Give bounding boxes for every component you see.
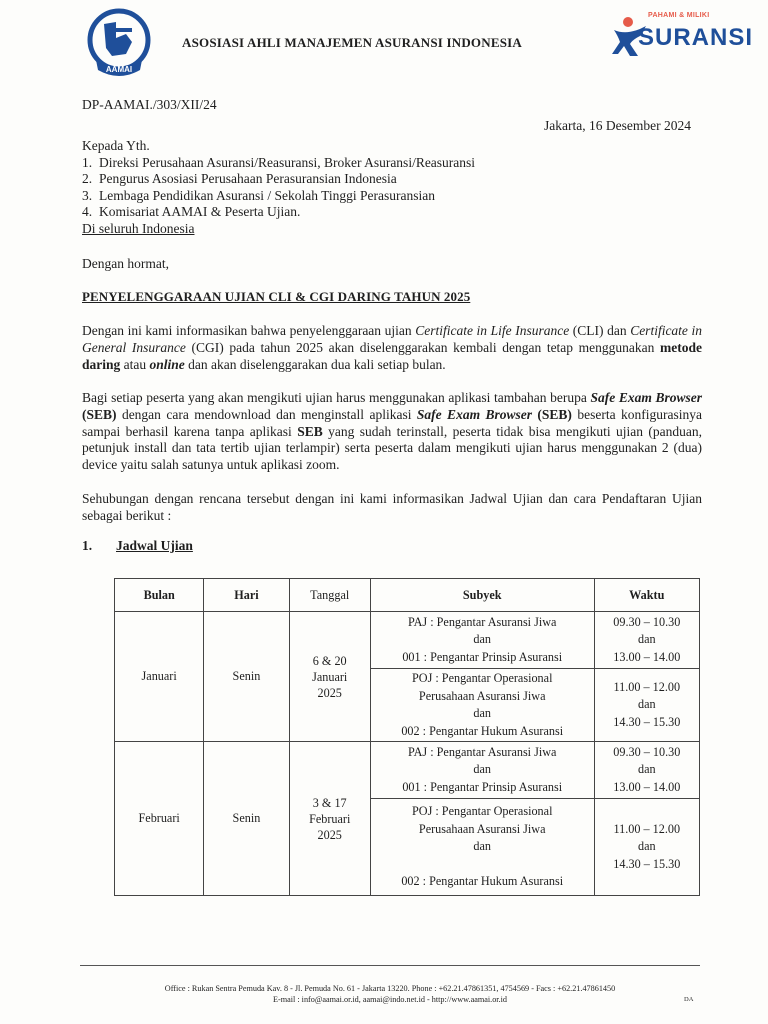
letter-subject: PENYELENGGARAAN UJIAN CLI & CGI DARING TAHUN 2025 <box>82 289 471 304</box>
asuransi-logo <box>612 10 754 64</box>
recipients-location: Di seluruh Indonesia <box>82 220 195 236</box>
section-heading: 1. Jadwal Ujian <box>82 538 193 553</box>
letter-date: Jakarta, 16 Desember 2024 <box>544 118 691 133</box>
table-header-row <box>115 579 700 612</box>
asuransi-wordmark: SURANSI <box>638 24 754 51</box>
recipients-list <box>82 155 475 221</box>
list-item: 1. Direksi Perusahaan Asuransi/Reasuransi, Broker Asuransi/Reasuransi <box>82 154 476 170</box>
header-tanggal: Tanggal <box>289 579 370 612</box>
recipients-heading: Kepada Yth. <box>82 138 150 153</box>
table-row <box>115 742 700 799</box>
paragraph-seb: Bagi setiap peserta yang akan mengikuti ujian harus menggunakan aplikasi tambahan berupa Safe Exam Browser (SEB) dengan cara mendownload dan menginstall aplikasi Safe Exam Browser (SEB) beserta konfigurasinya sampai berhasil karena tanpa aplikasi SEB yang sudah terinstall, peserta tidak bisa mengikuti ujian (panduan, petunjuk install dan tata tertib ujian terlampir) serta peserta dalam mengikuti ujian harus menggunakan 2 (dua) device yaitu salah satunya untuk aplikasi zoom. <box>82 390 703 473</box>
footer-office: Office : Rukan Sentra Pemuda Kav. 8 - Jl. Pemuda No. 61 - Jakarta 13220. Phone : +62.21.47861351, 4754569 - Facs : +62.21.47861450 <box>164 984 616 993</box>
cell-bulan: Februari <box>115 742 204 896</box>
letter-reference: DP-AAMAI./303/XII/24 <box>82 97 217 112</box>
cell-subyek: POJ : Pengantar Operasional Perusahaan Asuransi Jiwa dan 002 : Pengantar Hukum Asuransi <box>370 669 594 742</box>
cell-subyek: POJ : Pengantar Operasional Perusahaan Asuransi Jiwa dan 002 : Pengantar Hukum Asuransi <box>370 799 594 896</box>
aamai-logo <box>86 8 152 80</box>
cell-waktu: 09.30 – 10.30 dan 13.00 – 14.00 <box>594 742 699 799</box>
header-bulan: Bulan <box>115 579 204 612</box>
paragraph-schedule-intro: Sehubungan dengan rencana tersebut dengan ini kami informasikan Jadwal Ujian dan cara Pendaftaran Ujian sebagai berikut : <box>82 491 702 523</box>
cell-tanggal: 3 & 17 Februari 2025 <box>289 742 370 896</box>
header-waktu: Waktu <box>594 579 699 612</box>
aamai-logo-text: AAMAI <box>105 65 133 74</box>
cell-hari: Senin <box>204 612 289 742</box>
greeting: Dengan hormat, <box>82 256 169 271</box>
list-item: 3. Lembaga Pendidikan Asuransi / Sekolah Tinggi Perasuransian <box>82 187 435 203</box>
cell-subyek: PAJ : Pengantar Asuransi Jiwa dan 001 : Pengantar Prinsip Asuransi <box>370 612 594 669</box>
list-item: 4. Komisariat AAMAI & Peserta Ujian. <box>82 204 301 220</box>
cell-waktu: 11.00 – 12.00 dan 14.30 – 15.30 <box>594 669 699 742</box>
cell-waktu: 09.30 – 10.30 dan 13.00 – 14.00 <box>594 612 699 669</box>
cell-tanggal: 6 & 20 Januari 2025 <box>289 612 370 742</box>
header-subyek: Subyek <box>370 579 594 612</box>
exam-schedule-table <box>114 578 700 896</box>
recipients-block <box>82 138 475 238</box>
footer-address <box>80 983 700 1005</box>
cell-subyek: PAJ : Pengantar Asuransi Jiwa dan 001 : Pengantar Prinsip Asuransi <box>370 742 594 799</box>
org-name: ASOSIASI AHLI MANAJEMEN ASURANSI INDONESIA <box>182 35 522 50</box>
cell-waktu: 11.00 – 12.00 dan 14.30 – 15.30 <box>594 799 699 896</box>
asuransi-tagline: PAHAMI & MILIKI <box>648 12 710 19</box>
typist-initials: DA <box>684 996 694 1003</box>
cell-bulan: Januari <box>115 612 204 742</box>
list-item: 2. Pengurus Asosiasi Perusahaan Perasuransian Indonesia <box>82 171 397 187</box>
header-hari: Hari <box>204 579 289 612</box>
table-row <box>115 612 700 669</box>
footer-divider <box>80 965 700 966</box>
cell-hari: Senin <box>204 742 289 896</box>
footer-contact: E-mail : info@aamai.or.id, aamai@indo.net.id - http://www.aamai.or.id <box>273 995 507 1004</box>
paragraph-intro: Dengan ini kami informasikan bahwa penyelenggaraan ujian Certificate in Life Insurance (CLI) dan Certificate in General Insurance (CGI) pada tahun 2025 akan diselenggarakan kembali dengan tetap menggunakan metode daring atau online dan akan diselenggarakan dua kali setiap bulan. <box>82 323 703 372</box>
